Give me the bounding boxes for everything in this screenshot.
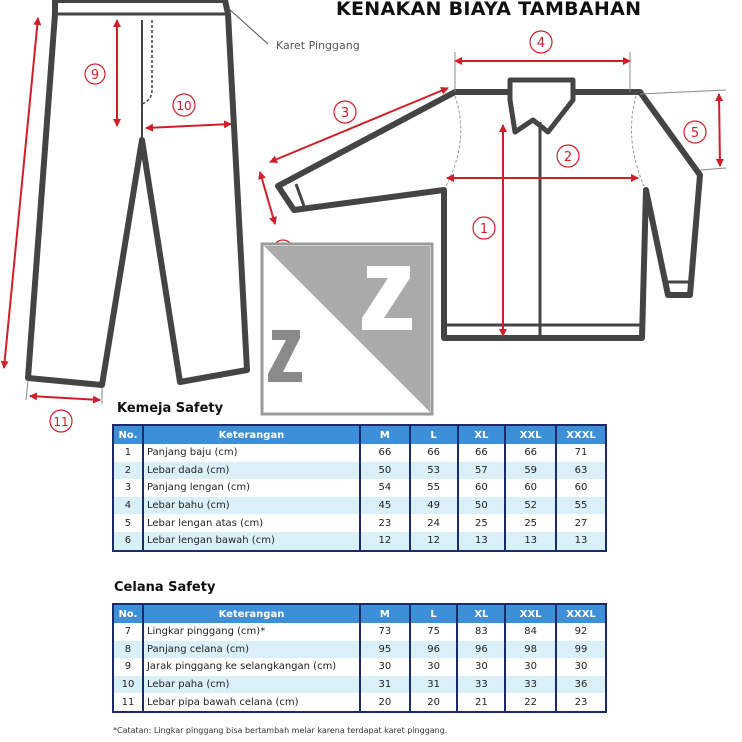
cell-xxl: 30 bbox=[505, 658, 556, 676]
cell-xxl: 98 bbox=[505, 641, 556, 659]
cell-m: 12 bbox=[360, 532, 410, 551]
footnote: *Catatan: Lingkar pinggang bisa bertambah melar karena terdapat karet pinggang. bbox=[113, 726, 448, 735]
table-row bbox=[113, 623, 606, 641]
header-no: No. bbox=[113, 425, 143, 444]
cell-m: 73 bbox=[360, 623, 410, 641]
header-keterangan: Keterangan bbox=[143, 604, 360, 623]
cell-xl: 50 bbox=[458, 497, 506, 515]
pants-table-title: Celana Safety bbox=[114, 580, 216, 595]
cell-xxxl: 55 bbox=[556, 497, 606, 515]
cell-xxl: 13 bbox=[505, 532, 556, 551]
cell-m: 45 bbox=[360, 497, 410, 515]
table-row bbox=[113, 497, 606, 515]
cell-l: 12 bbox=[410, 532, 458, 551]
header-xxxl: XXXL bbox=[556, 425, 606, 444]
cell-xl: 60 bbox=[458, 479, 506, 497]
table-row bbox=[113, 693, 606, 712]
table-row bbox=[113, 641, 606, 659]
table-row bbox=[113, 532, 606, 551]
cell-desc: Lebar bahu (cm) bbox=[143, 497, 360, 515]
cell-no: 9 bbox=[113, 658, 143, 676]
cell-xl: 66 bbox=[458, 444, 506, 462]
cell-xxl: 25 bbox=[505, 514, 556, 532]
marker-4 bbox=[530, 31, 552, 53]
svg-text:10: 10 bbox=[176, 99, 192, 113]
cell-no: 4 bbox=[113, 497, 143, 515]
cell-m: 54 bbox=[360, 479, 410, 497]
marker-2 bbox=[557, 145, 579, 167]
cell-xxxl: 71 bbox=[556, 444, 606, 462]
cell-no: 8 bbox=[113, 641, 143, 659]
pants-drawing bbox=[28, 0, 247, 385]
cell-m: 20 bbox=[360, 693, 410, 712]
cell-desc: Lebar pipa bawah celana (cm) bbox=[143, 693, 360, 712]
cell-no: 7 bbox=[113, 623, 143, 641]
cell-xxxl: 60 bbox=[556, 479, 606, 497]
cell-xxxl: 36 bbox=[556, 676, 606, 694]
header-keterangan: Keterangan bbox=[143, 425, 360, 444]
table-row bbox=[113, 462, 606, 480]
shirt-size-table bbox=[112, 424, 607, 552]
header-xl: XL bbox=[457, 604, 505, 623]
header-l: L bbox=[410, 425, 458, 444]
marker-5 bbox=[684, 121, 706, 143]
table-row bbox=[113, 479, 606, 497]
cell-m: 31 bbox=[360, 676, 410, 694]
svg-text:4: 4 bbox=[536, 36, 546, 51]
header-xl: XL bbox=[458, 425, 506, 444]
svg-text:5: 5 bbox=[690, 126, 700, 141]
cell-desc: Panjang baju (cm) bbox=[143, 444, 360, 462]
page-title: KENAKAN BIAYA TAMBAHAN bbox=[336, 0, 642, 20]
cell-l: 31 bbox=[410, 676, 458, 694]
table-row bbox=[113, 676, 606, 694]
cell-l: 49 bbox=[410, 497, 458, 515]
svg-text:2: 2 bbox=[563, 150, 573, 165]
cell-l: 20 bbox=[410, 693, 458, 712]
cell-xxl: 22 bbox=[505, 693, 556, 712]
cell-l: 53 bbox=[410, 462, 458, 480]
svg-text:3: 3 bbox=[340, 106, 350, 121]
cell-desc: Lebar paha (cm) bbox=[143, 676, 360, 694]
cell-m: 95 bbox=[360, 641, 410, 659]
shirt-table-title: Kemeja Safety bbox=[117, 401, 224, 416]
cell-xxl: 59 bbox=[505, 462, 556, 480]
table-header-row bbox=[113, 425, 606, 444]
waist-label: Karet Pinggang bbox=[276, 39, 360, 52]
cell-no: 6 bbox=[113, 532, 143, 551]
cell-m: 50 bbox=[360, 462, 410, 480]
header-xxl: XXL bbox=[505, 425, 556, 444]
header-no: No. bbox=[113, 604, 143, 623]
cell-no: 3 bbox=[113, 479, 143, 497]
cell-xl: 25 bbox=[458, 514, 506, 532]
cell-l: 66 bbox=[410, 444, 458, 462]
cell-xxxl: 99 bbox=[556, 641, 606, 659]
cell-xxxl: 30 bbox=[556, 658, 606, 676]
cell-desc: Lebar lengan bawah (cm) bbox=[143, 532, 360, 551]
cell-desc: Jarak pinggang ke selangkangan (cm) bbox=[143, 658, 360, 676]
cell-xxxl: 13 bbox=[556, 532, 606, 551]
cell-xxxl: 23 bbox=[556, 693, 606, 712]
cell-xl: 21 bbox=[457, 693, 505, 712]
cell-xl: 33 bbox=[457, 676, 505, 694]
cell-m: 66 bbox=[360, 444, 410, 462]
marker-3 bbox=[334, 101, 356, 123]
cell-xl: 30 bbox=[457, 658, 505, 676]
marker-9 bbox=[85, 64, 105, 84]
cell-desc: Panjang celana (cm) bbox=[143, 641, 360, 659]
table-row bbox=[113, 514, 606, 532]
cell-xl: 13 bbox=[458, 532, 506, 551]
cell-no: 11 bbox=[113, 693, 143, 712]
cell-xxxl: 63 bbox=[556, 462, 606, 480]
cell-xxxl: 92 bbox=[556, 623, 606, 641]
pants-size-table bbox=[112, 603, 607, 713]
marker-10 bbox=[173, 94, 195, 116]
cell-xxl: 60 bbox=[505, 479, 556, 497]
table-row bbox=[113, 658, 606, 676]
cell-xxxl: 27 bbox=[556, 514, 606, 532]
cell-desc: Lebar dada (cm) bbox=[143, 462, 360, 480]
header-xxxl: XXXL bbox=[556, 604, 606, 623]
cell-l: 24 bbox=[410, 514, 458, 532]
cell-xxl: 33 bbox=[505, 676, 556, 694]
svg-text:9: 9 bbox=[90, 68, 100, 83]
table-row bbox=[113, 444, 606, 462]
cell-desc: Panjang lengan (cm) bbox=[143, 479, 360, 497]
cell-no: 5 bbox=[113, 514, 143, 532]
cell-no: 1 bbox=[113, 444, 143, 462]
cell-desc: Lingkar pinggang (cm)* bbox=[143, 623, 360, 641]
svg-text:11: 11 bbox=[53, 415, 69, 429]
cell-xl: 96 bbox=[457, 641, 505, 659]
svg-text:1: 1 bbox=[479, 222, 489, 237]
marker-11 bbox=[50, 410, 72, 432]
cell-no: 10 bbox=[113, 676, 143, 694]
header-m: M bbox=[360, 425, 410, 444]
cell-desc: Lebar lengan atas (cm) bbox=[143, 514, 360, 532]
cell-m: 30 bbox=[360, 658, 410, 676]
marker-1 bbox=[473, 217, 495, 239]
cell-xxl: 66 bbox=[505, 444, 556, 462]
cell-l: 96 bbox=[410, 641, 458, 659]
header-xxl: XXL bbox=[505, 604, 556, 623]
watermark-logo bbox=[262, 244, 432, 414]
cell-l: 75 bbox=[410, 623, 458, 641]
cell-xl: 83 bbox=[457, 623, 505, 641]
cell-xxl: 52 bbox=[505, 497, 556, 515]
header-m: M bbox=[360, 604, 410, 623]
cell-l: 30 bbox=[410, 658, 458, 676]
table-header-row bbox=[113, 604, 606, 623]
cell-l: 55 bbox=[410, 479, 458, 497]
cell-no: 2 bbox=[113, 462, 143, 480]
cell-m: 23 bbox=[360, 514, 410, 532]
header-l: L bbox=[410, 604, 458, 623]
cell-xxl: 84 bbox=[505, 623, 556, 641]
cell-xl: 57 bbox=[458, 462, 506, 480]
